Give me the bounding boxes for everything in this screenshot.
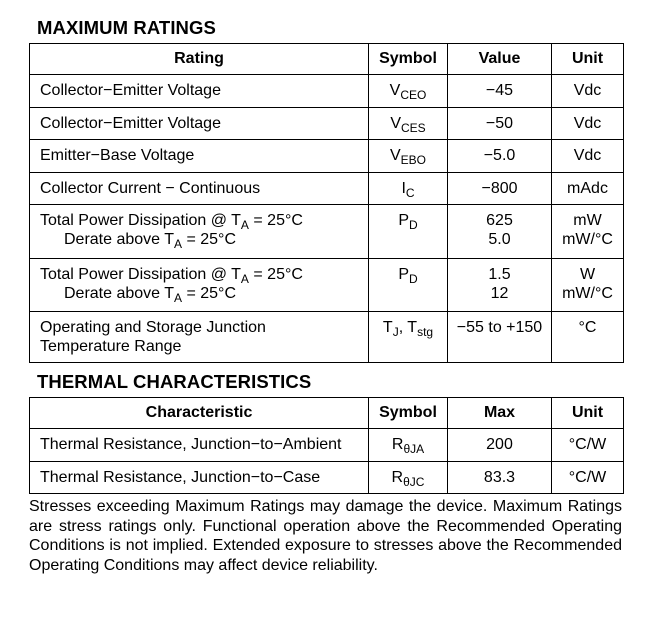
- table-row: [30, 205, 624, 259]
- symbol-cell: $V_{EBO}$: [389, 147, 426, 167]
- characteristic-cell: Thermal Resistance, Junction−to−Case: [40, 469, 321, 486]
- header-max: Max: [448, 398, 552, 429]
- table-row: [30, 173, 624, 205]
- table-row: [30, 462, 624, 494]
- value-cell: 1.5 12: [488, 266, 511, 302]
- value-cell: −5.0: [483, 147, 516, 164]
- unit-cell: mAdc: [567, 180, 608, 197]
- header-unit: Unit: [552, 44, 624, 75]
- characteristic-cell: Thermal Resistance, Junction−to−Ambient: [40, 436, 342, 453]
- thermal-table: [29, 397, 624, 494]
- symbol-cell: $T_J$, $T_{stg}$: [382, 319, 434, 339]
- header-symbol: Symbol: [369, 398, 448, 429]
- symbol-cell: $I_C$: [401, 180, 415, 200]
- rating-cell: Total Power Dissipation @ $T_A = 25^\circ C$ Derate above $T_A = 25^\circ C$: [40, 266, 303, 305]
- unit-cell: °C/W: [568, 436, 607, 453]
- symbol-cell: $P_D$: [398, 212, 418, 232]
- value-cell: −55 to +150: [456, 319, 543, 336]
- symbol-cell: $V_{CEO}$: [389, 82, 427, 102]
- symbol-cell: $V_{CES}$: [390, 115, 426, 135]
- unit-cell: Vdc: [573, 115, 602, 132]
- value-cell: −50: [485, 115, 514, 132]
- symbol-cell: $R_{\theta JA}$: [391, 436, 425, 456]
- rating-cell: Collector−Emitter Voltage: [40, 82, 221, 99]
- unit-cell: Vdc: [573, 147, 602, 164]
- value-cell: −45: [485, 82, 514, 99]
- unit-cell: °C/W: [568, 469, 607, 486]
- unit-cell: Vdc: [573, 82, 602, 99]
- header-characteristic: Characteristic: [30, 398, 369, 429]
- rating-cell: Total Power Dissipation @ $T_A = 25^\circ C$ Derate above $T_A = 25^\circ C$: [40, 212, 303, 251]
- max-cell: 83.3: [483, 469, 516, 486]
- max-ratings-title: MAXIMUM RATINGS: [37, 17, 216, 38]
- max-ratings-table: [29, 43, 624, 363]
- header-symbol: Symbol: [369, 44, 448, 75]
- unit-cell: W mW/°C: [562, 266, 613, 302]
- header-rating: Rating: [30, 44, 369, 75]
- stress-note: Stresses exceeding Maximum Ratings may damage the device. Maximum Ratings are stress ratings only. Functional operation above the Recommended Operating Conditions is not implied. Extended exposure to stresses above the Recommended Operating Conditions may affect device reliability.: [29, 498, 622, 574]
- rating-cell: Collector−Emitter Voltage: [40, 115, 221, 132]
- table-row: [30, 259, 624, 312]
- table-row: [30, 75, 624, 108]
- rating-cell: Operating and Storage Junction Temperature Range: [40, 319, 266, 355]
- rating-cell: Emitter−Base Voltage: [40, 147, 195, 164]
- value-cell: 625 5.0: [486, 212, 513, 248]
- table-header-row: [30, 44, 624, 75]
- table-row: [30, 140, 624, 173]
- table-header-row: [30, 398, 624, 429]
- header-unit: Unit: [552, 398, 624, 429]
- value-cell: −800: [481, 180, 518, 197]
- header-value: Value: [448, 44, 552, 75]
- thermal-title: THERMAL CHARACTERISTICS: [37, 371, 312, 392]
- table-row: [30, 429, 624, 462]
- symbol-cell: $P_D$: [398, 266, 418, 286]
- table-row: [30, 108, 624, 140]
- symbol-cell: $R_{\theta JC}$: [391, 469, 425, 489]
- unit-cell: °C: [578, 319, 597, 336]
- rating-cell: Collector Current − Continuous: [40, 180, 261, 197]
- table-row: [30, 312, 624, 363]
- unit-cell: mW mW/°C: [562, 212, 613, 248]
- max-cell: 200: [486, 436, 513, 453]
